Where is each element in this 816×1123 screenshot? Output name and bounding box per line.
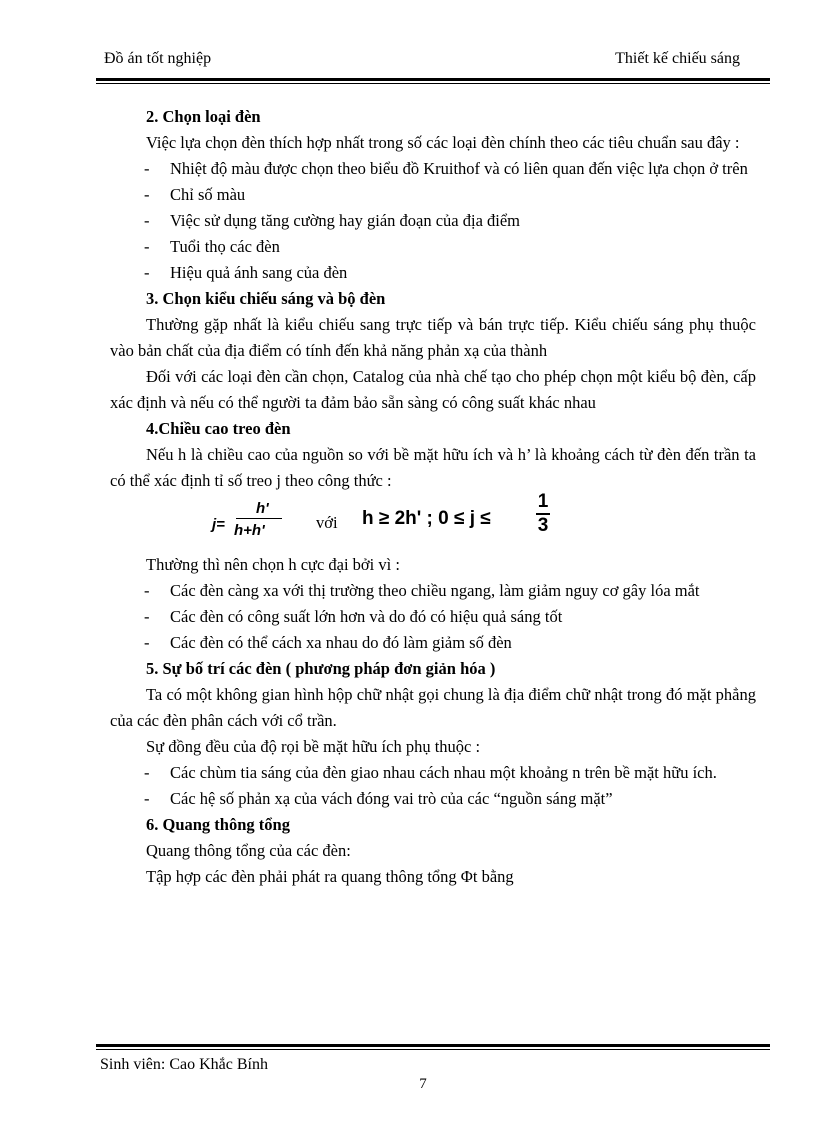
dash-bullet: - [144, 211, 150, 230]
list-item: - Các đèn có thể cách xa nhau do đó làm giảm số đèn [110, 630, 756, 656]
footer-student: Sinh viên: Cao Khắc Bính [100, 1056, 268, 1073]
third-denominator: 3 [537, 515, 549, 536]
header-right: Thiết kế chiếu sáng [615, 50, 740, 67]
section-3-title: 3. Chọn kiểu chiếu sáng và bộ đèn [146, 289, 386, 308]
dash-bullet: - [144, 159, 150, 178]
section-3-paragraph-1: Thường gặp nhất là kiểu chiếu sang trực tiếp và bán trực tiếp. Kiểu chiếu sáng phụ thuộc vào bản chất của địa điểm có tính đến khả năng phản xạ của thành [110, 315, 756, 360]
list-item: - Các đèn càng xa với thị trường theo chiều ngang, làm giảm nguy cơ gây lóa mắt [110, 578, 756, 604]
section-3-paragraph-2: Đối với các loại đèn cần chọn, Catalog của nhà chế tạo cho phép chọn một kiểu bộ đèn, cấp xác định và nếu có thể người ta đảm bảo sẵn sàng có công suất khác nhau [110, 367, 756, 412]
header-left: Đồ án tốt nghiệp [104, 50, 212, 67]
header-rule-thin [96, 83, 770, 84]
section-2-intro: Việc lựa chọn đèn thích hợp nhất trong số các loại đèn chính theo các tiêu chuẩn sau đây : [146, 133, 740, 152]
third-numerator: 1 [537, 491, 549, 512]
section-5-paragraph-2: Sự đồng đều của độ rọi bề mặt hữu ích phụ thuộc : [146, 737, 481, 756]
section-6-paragraph-2: Tập hợp các đèn phải phát ra quang thông tổng Φt bằng [146, 867, 514, 886]
section-4-paragraph-2: Thường thì nên chọn h cực đại bởi vì : [146, 555, 400, 574]
footer-rule-thin [96, 1049, 770, 1050]
section-4-title: 4.Chiều cao treo đèn [146, 419, 291, 438]
list-item: - Việc sử dụng tăng cường hay gián đoạn của địa điểm [110, 208, 756, 234]
formula-lhs: j= [212, 516, 225, 533]
section-6-title: 6. Quang thông tổng [146, 815, 290, 834]
dash-bullet: - [144, 581, 150, 600]
list-item: - Các đèn có công suất lớn hơn và do đó có hiệu quả sáng tốt [110, 604, 756, 630]
dash-bullet: - [144, 789, 150, 808]
list-item: - Các hệ số phản xạ của vách đóng vai trò của các “nguồn sáng mặt” [110, 786, 756, 812]
dash-bullet: - [144, 607, 150, 626]
section-2-title: 2. Chọn loại đèn [146, 107, 261, 126]
section-6-paragraph-1: Quang thông tổng của các đèn: [146, 841, 351, 860]
dash-bullet: - [144, 185, 150, 204]
header-rule-thick [96, 78, 770, 81]
fraction-numerator: h' [256, 500, 269, 517]
section-4-paragraph-1: Nếu h là chiều cao của nguồn so với bề mặt hữu ích và h’ là khoảng cách từ đèn đến trần ta có thể xác định tỉ số treo j theo công thức : [110, 445, 756, 490]
dash-bullet: - [144, 237, 150, 256]
suspension-ratio-formula [110, 491, 756, 552]
footer-rule-thick [96, 1044, 770, 1047]
dash-bullet: - [144, 263, 150, 282]
list-item: - Nhiệt độ màu được chọn theo biểu đồ Kruithof và có liên quan đến việc lựa chọn ở trên [110, 156, 756, 182]
formula-condition: h ≥ 2h' ; 0 ≤ j ≤ [362, 508, 491, 529]
page-body [110, 104, 756, 890]
fraction-denominator: h+h' [234, 522, 265, 539]
one-third-fraction [536, 492, 550, 536]
list-item: - Tuổi thọ các đèn [110, 234, 756, 260]
list-item: - Chỉ số màu [110, 182, 756, 208]
dash-bullet: - [144, 633, 150, 652]
formula-connector: với [316, 513, 338, 532]
page-number: 7 [419, 1076, 427, 1092]
dash-bullet: - [144, 763, 150, 782]
page-header [100, 50, 770, 70]
section-5-paragraph-1: Ta có một không gian hình hộp chữ nhật gọi chung là địa điểm chữ nhật trong đó mặt phẳng của các đèn phân cách với cổ trần. [110, 685, 756, 730]
list-item: - Các chùm tia sáng của đèn giao nhau cách nhau một khoảng n trên bề mặt hữu ích. [110, 760, 756, 786]
list-item: - Hiệu quả ánh sang của đèn [110, 260, 756, 286]
section-5-title: 5. Sự bố trí các đèn ( phương pháp đơn giản hóa ) [146, 659, 496, 678]
